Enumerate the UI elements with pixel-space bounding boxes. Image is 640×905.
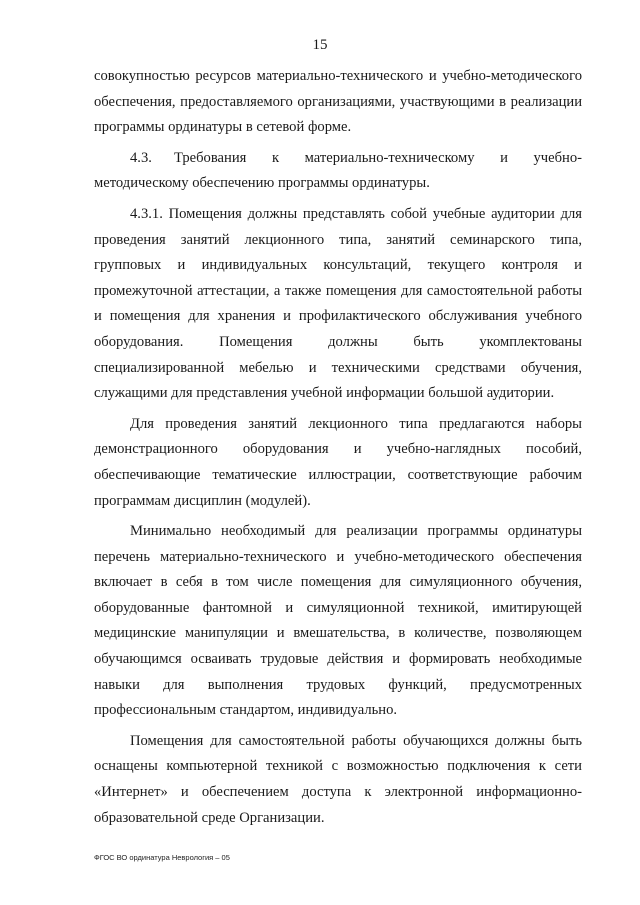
paragraph-continuation: совокупностью ресурсов материально-технического и учебно-методического обеспечения, предоставляемого организациями, участвующими в реализации программы ординатуры в сетевой форме.	[94, 68, 582, 136]
paragraph-minimum-equipment: Минимально необходимый для реализации программы ординатуры перечень материально-технического и учебно-методического обеспечения включает в себя в том числе помещения для симуляционного обучения, оборудованные фантомной и симуляционной техникой, имитирующей медицинские манипуляции и вмешательства, в количестве, позволяющем обучающимся осваивать трудовые действия и формировать необходимые навыки для выполнения трудовых функций, предусмотренных профессиональным стандартом, индивидуально.	[94, 523, 582, 719]
page-footer: ФГОС ВО ординатура Неврология – 05	[94, 853, 230, 862]
paragraph-lecture-equipment: Для проведения занятий лекционного типа предлагаются наборы демонстрационного оборудования и учебно-наглядных пособий, обеспечивающие тематические иллюстрации, соответствующие рабочим программам дисциплин (модулей).	[94, 415, 582, 509]
section-number: 4.3.	[130, 149, 152, 166]
paragraph-self-study-rooms: Помещения для самостоятельной работы обучающихся должны быть оснащены компьютерной техникой с возможностью подключения к сети «Интернет» и обеспечением доступа к электронной информационно-образовательной среде Организации.	[94, 732, 582, 826]
section-heading-4-3	[94, 146, 582, 197]
document-body	[94, 64, 582, 831]
page-number: 15	[312, 37, 328, 53]
section-heading-text: Требования к материально-техническому и учебно-методическому обеспечению программы ординатуры.	[94, 149, 582, 192]
paragraph-4-3-1: 4.3.1. Помещения должны представлять собой учебные аудитории для проведения занятий лекционного типа, занятий семинарского типа, групповых и индивидуальных консультаций, текущего контроля и промежуточной аттестации, а также помещения для самостоятельной работы и помещения для хранения и профилактического обслуживания учебного оборудования. Помещения должны быть укомплектованы специализированной мебелью и техническими средствами обучения, служащими для представления учебной информации большой аудитории.	[94, 205, 582, 402]
